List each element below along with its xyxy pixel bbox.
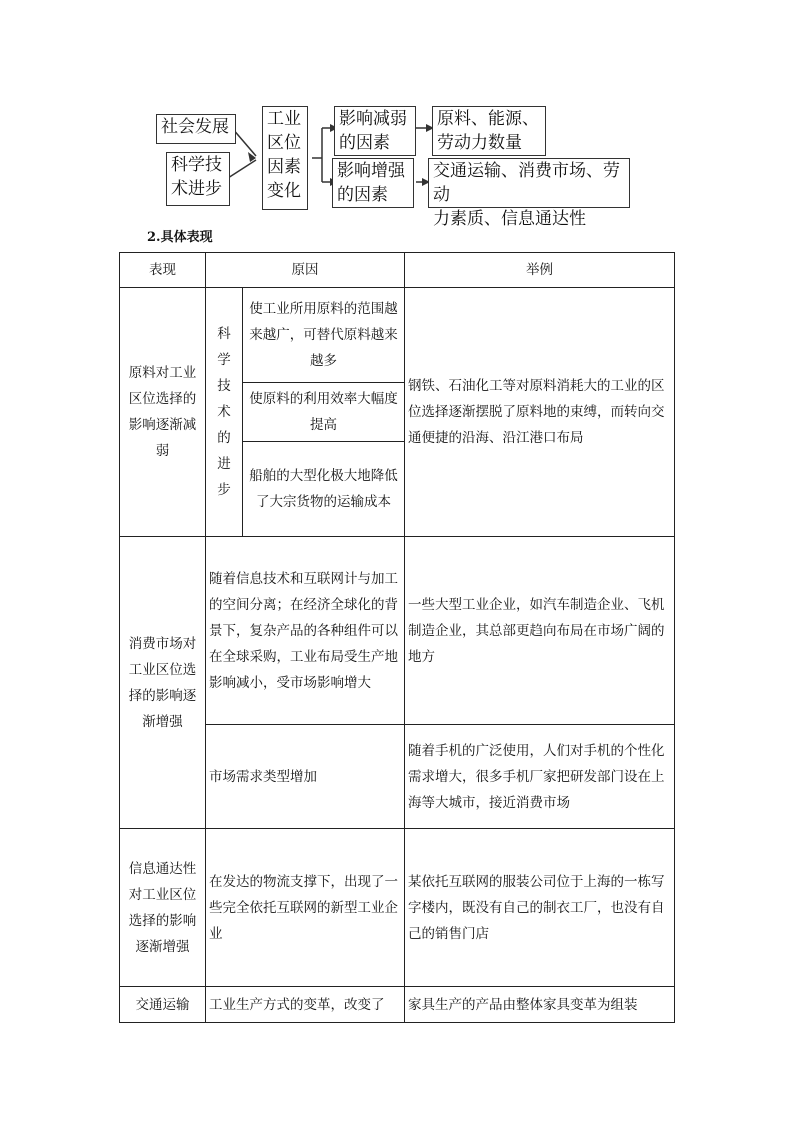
table-row [120,537,675,725]
column-header: 表现 [120,253,206,288]
weakening-factors-box: 影响减弱 的因素 [334,106,416,156]
row-label: 消费市场对工业区位选择的影响逐渐增强 [120,537,206,829]
table-row [120,288,675,383]
tech-progress-box: 科学技 术进步 [166,152,230,206]
row-label: 信息通达性对工业区位选择的影响逐渐增强 [120,829,206,987]
row-label: 交通运输 [120,987,206,1023]
example-cell: 某依托互联网的服装公司位于上海的一栋写字楼内，既没有自己的制衣工厂，也没有自己的销售门店 [405,829,675,987]
reason-cell: 随着信息技术和互联网计与加工的空间分离；在经济全球化的背景下，复杂产品的各种组件可以在全球采购，工业布局受生产地影响减小，受市场影响增大 [206,537,405,725]
strengthening-factors-box: 影响增强 的因素 [332,158,414,208]
vertical-label: 科 学 技 术 的 进 步 [206,288,243,537]
section-title: 2.具体表现 [147,230,213,245]
table-row [120,987,675,1023]
reason-cell: 市场需求类型增加 [206,725,405,829]
reason-cell: 使原料的利用效率大幅度提高 [243,383,405,442]
table-row [120,829,675,987]
weakening-items-box: 原料、能源、 劳动力数量 [432,106,546,156]
table-header-row [120,253,675,288]
column-header: 举例 [405,253,675,288]
social-development-box: 社会发展 [156,114,236,144]
factor-change-diagram [150,96,640,229]
example-cell: 随着手机的广泛使用，人们对手机的个性化需求增大，很多手机厂家把研发部门设在上海等大城市，接近消费市场 [405,725,675,829]
reason-cell: 工业生产方式的变革，改变了 [206,987,405,1023]
manifestation-table [119,252,675,1023]
reason-cell: 在发达的物流支撑下，出现了一些完全依托互联网的新型工业企业 [206,829,405,987]
factor-change-box: 工业 区位 因素 变化 [262,106,308,210]
example-cell: 家具生产的产品由整体家具变革为组装 [405,987,675,1023]
reason-cell: 使工业所用原料的范围越来越广，可替代原料越来越多 [243,288,405,383]
strengthening-items-box: 交通运输、消费市场、劳动 力素质、信息通达性 [428,158,630,208]
column-header: 原因 [206,253,405,288]
reason-cell: 船舶的大型化极大地降低了大宗货物的运输成本 [243,442,405,537]
example-cell: 一些大型工业企业，如汽车制造企业、飞机制造企业，其总部更趋向布局在市场广阔的地方 [405,537,675,725]
example-cell: 钢铁、石油化工等对原料消耗大的工业的区位选择逐渐摆脱了原料地的束缚，而转向交通便捷的沿海、沿江港口布局 [405,288,675,537]
row-label: 原料对工业区位选择的影响逐渐减弱 [120,288,206,537]
